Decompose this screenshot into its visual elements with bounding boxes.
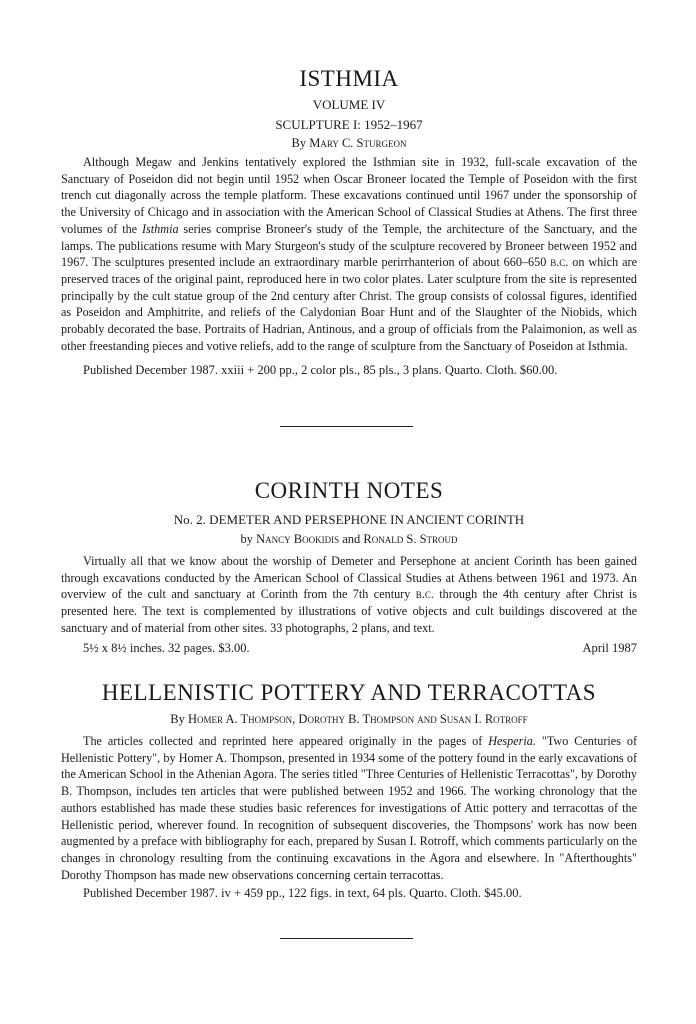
hellenistic-description-text: The articles collected and reprinted here appeared originally in the pages of	[83, 734, 489, 748]
corinth-description-text-2: through the 4th century after Christ is presented here. The text is complemented by illustrations of votive objects and cult buildings discovered at the sanctuary and of material from other sites. 33 photographs, 2 plans, and text.	[61, 587, 637, 635]
isthmia-description-text-3: on which are preserved traces of the original paint, reproduced here in two color plates. Later sculpture from the site is represented principally by the cult statue group of the 2nd century after Christ. The group consists of colossal figures, identified as Poseidon and Amphitrite, and reliefs of the Calydonian Boar Hunt and of the Slaughter of the Niobids, which probably decorated the base. Portraits of Hadrian, Antinous, and a group of officials from the Palaimonion, as well as other freestanding pieces and votive reliefs, add to the range of sculpture from the Sanctuary of Poseidon at Isthmia.	[61, 255, 637, 353]
isthmia-published: Published December 1987. xxiii + 200 pp., 2 color pls., 85 pls., 3 plans. Quarto. Cloth. $60.00.	[83, 363, 558, 378]
isthmia-by: By	[291, 136, 307, 150]
corinth-description	[61, 553, 637, 637]
hellenistic-byline	[61, 711, 637, 728]
hellenistic-title: HELLENISTIC POTTERY AND TERRACOTTAS	[101, 680, 597, 705]
isthmia-subtitle: SCULPTURE I: 1952–1967	[275, 117, 423, 132]
corinth-by: by	[240, 532, 253, 546]
isthmia-description-text: Although Megaw and Jenkins tentatively explored the Isthmian site in 1932, full-scale excavation of the Sanctuary of Poseidon did not begin until 1952 when Oscar Broneer located the Temple of Poseidon with the first trench cut diagonally across the temple platform. These excavations continued until 1967 under the sponsorship of the University of Chicago and in association with the American School of Classical Studies at Athens. The first three volumes of the	[61, 155, 637, 236]
hellenistic-description	[61, 733, 637, 883]
isthmia-byline	[61, 135, 637, 152]
isthmia-volume: VOLUME IV	[312, 97, 386, 112]
hellenistic-description-text-2: "Two Centuries of Hellenistic Pottery", by Homer A. Thompson, presented in 1934 some of the pottery found in the early excavations of the American School in the Athenian Agora. The series titled "Three Centuries of Hellenistic Terracottas", by Dorothy B. Thompson, includes ten articles that were published between 1952 and 1966. The working chronology that the authors established has made these studies basic references for investigations of Attic pottery and terracottas of the Hellenistic period, wherever found. In recognition of subsequent discoveries, the Thompsons' work has now been augmented by a preface with bibliography for each, prepared by Susan I. Rotroff, which comments particularly on the changes in chronology resulting from the continuing excavations in the Agora and elsewhere. In "Afterthoughts" Dorothy Thompson has made new observations concerning certain terracottas.	[61, 734, 638, 882]
corinth-author-1: Nancy Bookidis	[256, 532, 340, 546]
isthmia-title: ISTHMIA	[299, 66, 399, 91]
corinth-title: CORINTH NOTES	[254, 478, 444, 503]
corinth-author-2: Ronald S. Stroud	[363, 532, 458, 546]
isthmia-bc: b.c.	[550, 255, 569, 270]
divider-rule	[280, 426, 413, 427]
hellenistic-by: By	[170, 712, 185, 726]
corinth-and: and	[342, 532, 361, 546]
corinth-bc: b.c.	[415, 587, 434, 602]
hellenistic-authors: Homer A. Thompson, Dorothy B. Thompson and Susan I. Rotroff	[188, 712, 528, 726]
corinth-description-text: Virtually all that we know about the worship of Demeter and Persephone at ancient Corinth has been gained through excavations conducted by the American School of Classical Studies at Athens between 1961 and 1973. An overview of the cult and sanctuary at Corinth from the 7th century	[61, 554, 637, 602]
isthmia-description-text-2: series comprise Broneer's study of the Temple, the architecture of the Sanctuary, and the lamps. The publications resume with Mary Sturgeon's study of the sculpture recovered by Broneer between 1952 and 1967. The sculptures presented include an extraordinary marble perirrhanterion of about 660–650	[61, 221, 637, 270]
hellenistic-journal-name: Hesperia.	[488, 734, 536, 748]
isthmia-author: Mary C. Sturgeon	[309, 136, 407, 150]
corinth-published: 5½ x 8½ inches. 32 pages. $3.00.	[83, 640, 250, 655]
isthmia-series-name: Isthmia	[141, 221, 179, 236]
hellenistic-section	[61, 680, 637, 902]
corinth-byline	[61, 531, 637, 548]
isthmia-section	[61, 66, 637, 379]
divider-rule-bottom	[280, 938, 413, 939]
corinth-section	[61, 478, 637, 657]
corinth-publication-row	[61, 640, 637, 657]
corinth-date: April 1987	[582, 640, 637, 655]
isthmia-description	[61, 154, 637, 354]
hellenistic-published: Published December 1987. iv + 459 pp., 122 figs. in text, 64 pls. Quarto. Cloth. $45.00.	[83, 886, 522, 901]
corinth-subtitle: No. 2. DEMETER AND PERSEPHONE IN ANCIENT CORINTH	[173, 512, 525, 527]
